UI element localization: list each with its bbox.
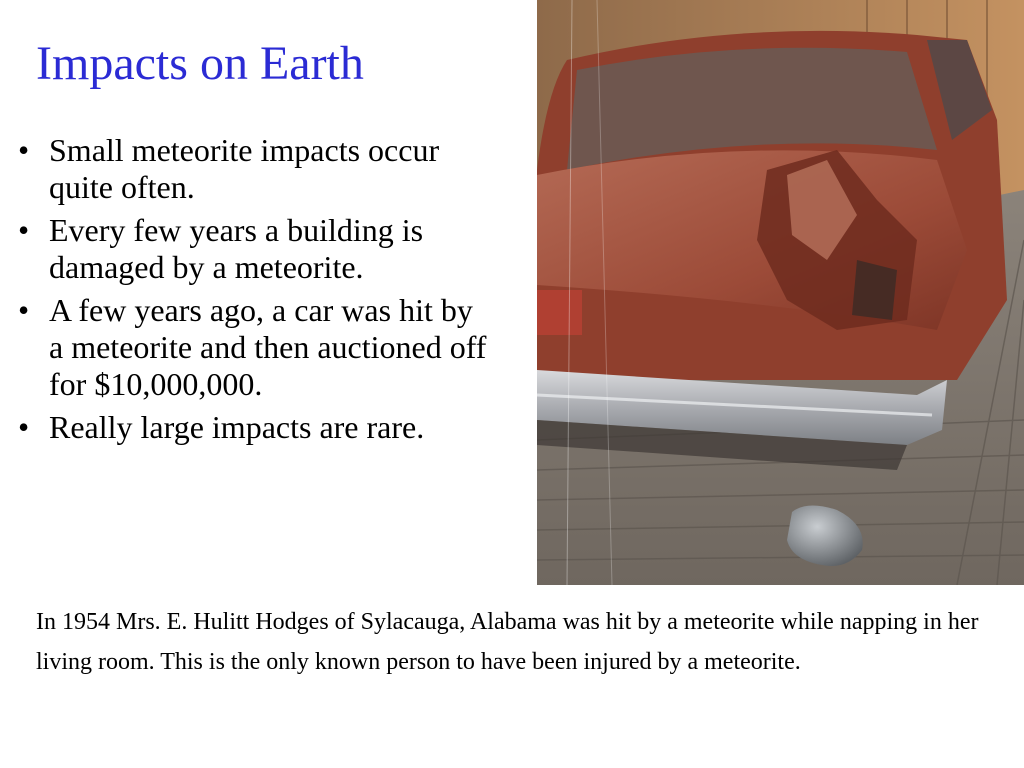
bullet-marker: • — [18, 292, 30, 328]
bullet-item — [18, 132, 488, 206]
bullet-list — [18, 132, 488, 452]
slide-title: Impacts on Earth — [36, 37, 364, 90]
bullet-item — [18, 292, 488, 403]
bullet-item — [18, 212, 488, 286]
bullet-text: Small meteorite impacts occur quite often. — [49, 132, 440, 205]
car-photo — [537, 0, 1024, 585]
bullet-marker: • — [18, 212, 30, 248]
bullet-marker: • — [18, 132, 30, 168]
bullet-item — [18, 409, 488, 446]
bullet-text: A few years ago, a car was hit by a meteorite and then auctioned off for $10,000,000. — [49, 292, 487, 402]
bullet-text: Really large impacts are rare. — [49, 409, 425, 445]
tail-light — [537, 290, 582, 335]
photo-caption: In 1954 Mrs. E. Hulitt Hodges of Sylacauga, Alabama was hit by a meteorite while napping in her living room. This is the only known person to have been injured by a meteorite. — [36, 609, 979, 675]
bullet-marker: • — [18, 409, 30, 445]
bullet-text: Every few years a building is damaged by a meteorite. — [49, 212, 424, 285]
